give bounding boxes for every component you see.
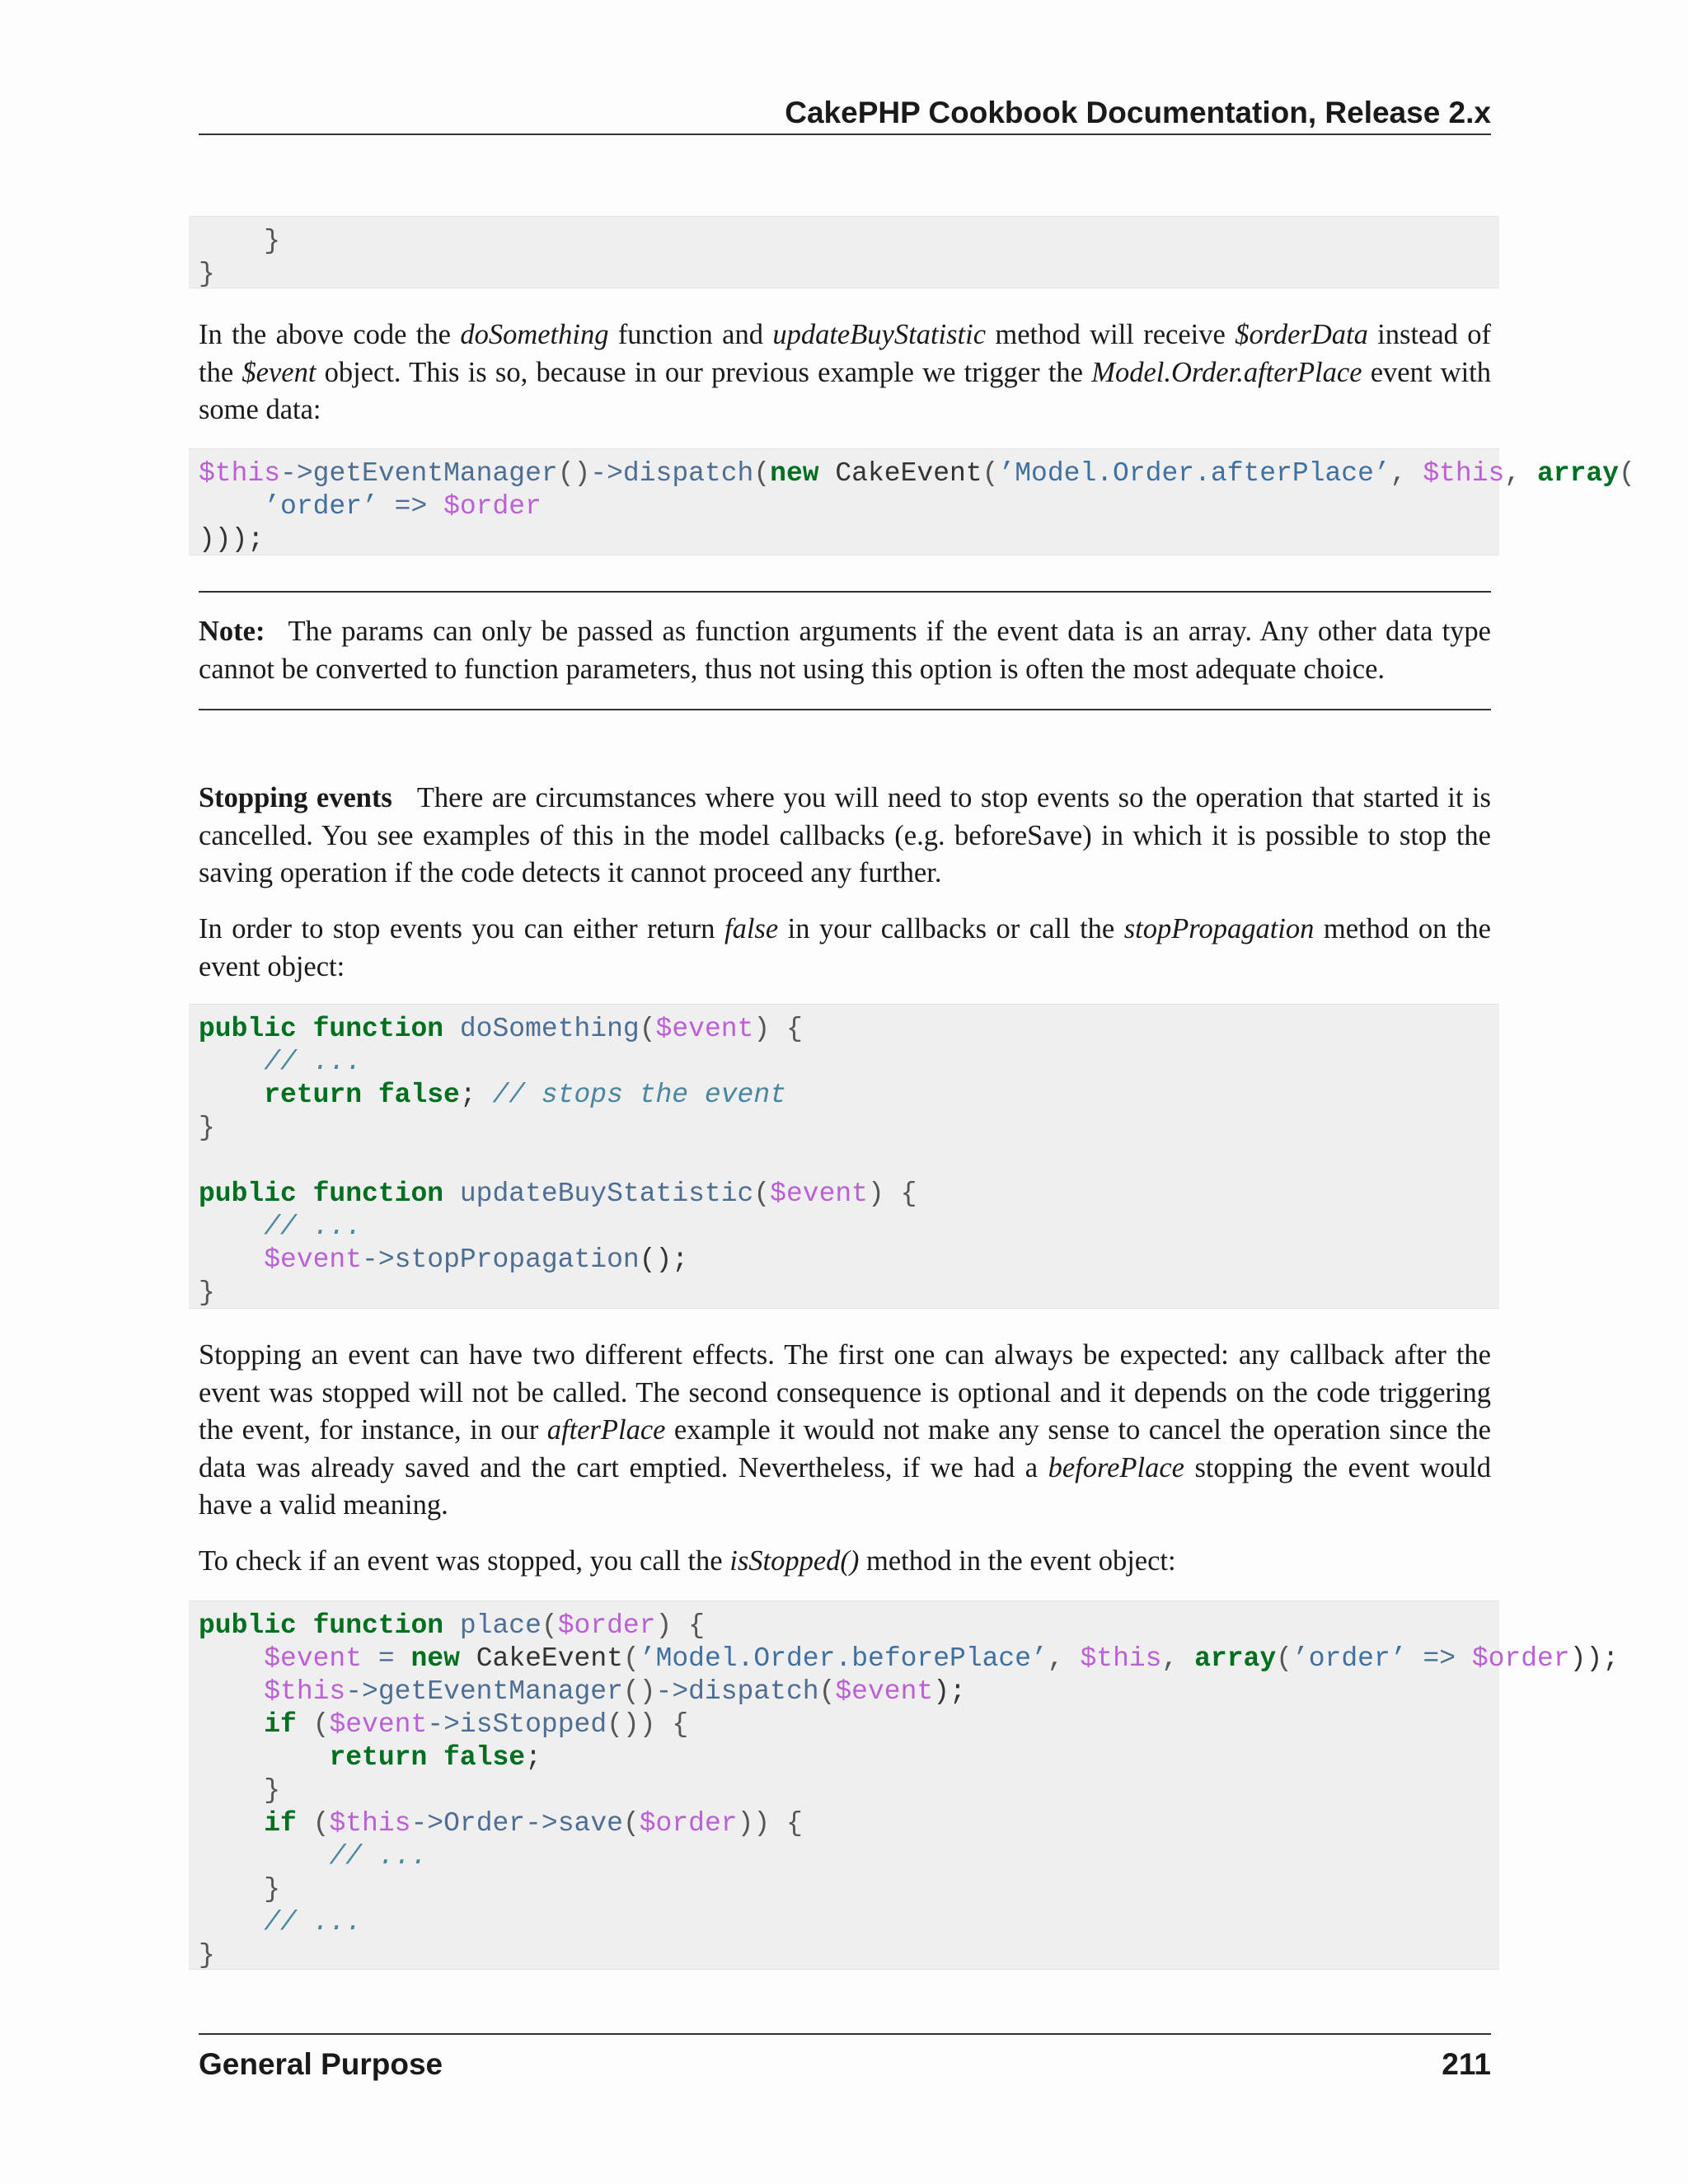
- text-run: object. This is so, because in our previous example we trigger the: [316, 356, 1092, 388]
- code-line: [199, 1774, 1499, 1807]
- text-run: in your callbacks or call the: [778, 913, 1124, 944]
- code-line: [199, 1807, 1499, 1840]
- paragraph: [199, 316, 1491, 429]
- code-line: [199, 1244, 1499, 1277]
- code-token: return false: [329, 1742, 526, 1773]
- code-token: ()) {: [607, 1709, 689, 1740]
- code-token: ) {: [753, 1014, 803, 1044]
- code-token: $order: [443, 491, 542, 522]
- code-token: [199, 1709, 264, 1740]
- code-token: (: [818, 1676, 836, 1707]
- code-token: ,: [1161, 1643, 1195, 1674]
- code-token: [427, 491, 443, 522]
- code-token: (: [541, 1610, 558, 1641]
- note-label: Note:: [199, 616, 265, 647]
- code-token: [199, 1244, 264, 1275]
- code-token: }: [264, 226, 281, 256]
- code-token: ,: [1504, 458, 1537, 489]
- code-token: ();: [639, 1244, 689, 1275]
- code-line: [199, 225, 1499, 258]
- code-line: [199, 1675, 1499, 1708]
- code-token: (: [312, 1808, 330, 1839]
- code-token: return false: [264, 1080, 460, 1110]
- code-token: updateBuyStatistic: [459, 1179, 754, 1209]
- code-line: [199, 1112, 1499, 1145]
- code-token: (: [753, 458, 771, 489]
- code-token: $this: [264, 1676, 346, 1707]
- code-token: ->dispatch: [590, 458, 754, 489]
- note-top-rule: [199, 591, 1491, 593]
- code-token: $event: [264, 1244, 363, 1275]
- code-line: [199, 1643, 1620, 1675]
- text-run: In order to stop events you can either return: [199, 913, 724, 944]
- code-token: CakeEvent: [459, 1643, 623, 1674]
- code-token: $event: [835, 1676, 934, 1707]
- code-token: doSomething: [459, 1014, 640, 1044]
- text-run: stopping the event would have a valid meaning.: [199, 1451, 1491, 1521]
- code-token: ,: [1390, 458, 1423, 489]
- text-run: In the above code the: [199, 319, 461, 350]
- code-token: [199, 226, 264, 256]
- code-line: [199, 1906, 1499, 1939]
- code-token: // ...: [329, 1841, 428, 1872]
- text-run: method in the event object:: [859, 1545, 1176, 1577]
- code-token: [199, 1907, 264, 1938]
- text-run: stopPropagation: [1123, 913, 1315, 944]
- code-token: CakeEvent: [818, 458, 982, 489]
- code-token: }: [199, 1113, 215, 1143]
- code-token: =>: [394, 491, 428, 522]
- text-run: instead of the: [199, 319, 1491, 388]
- code-token: [199, 1676, 264, 1707]
- code-line: [199, 1013, 1499, 1046]
- code-token: [443, 1610, 460, 1641]
- code-token: [199, 1874, 264, 1905]
- code-token: ;: [525, 1742, 542, 1773]
- code-line: [199, 1046, 1499, 1079]
- code-line: [199, 1840, 1499, 1873]
- code-token: [199, 1047, 264, 1077]
- header-rule: [199, 134, 1491, 135]
- code-token: // ...: [264, 1212, 363, 1242]
- text-run: $orderData: [1235, 319, 1368, 350]
- code-token: (: [622, 1808, 640, 1839]
- code-token: [199, 1080, 264, 1110]
- code-token: // ...: [264, 1047, 363, 1077]
- code-line: [199, 1741, 1499, 1774]
- paragraph: [199, 911, 1491, 986]
- code-token: [362, 1643, 378, 1674]
- code-token: if: [264, 1709, 297, 1740]
- code-token: $event: [770, 1179, 868, 1209]
- code-token: ->getEventManager: [345, 1676, 623, 1707]
- code-token: [199, 1775, 264, 1806]
- paragraph: [199, 1337, 1491, 1525]
- code-token: $this: [1080, 1643, 1162, 1674]
- code-token: $this: [199, 458, 281, 489]
- code-token: (: [1276, 1643, 1292, 1674]
- code-token: [1456, 1643, 1472, 1674]
- code-token: ) {: [655, 1610, 705, 1641]
- code-token: (: [982, 458, 999, 489]
- code-token: =: [377, 1643, 395, 1674]
- paragraph: [199, 780, 1491, 893]
- code-token: $this: [329, 1808, 411, 1839]
- code-token: }: [264, 1775, 281, 1806]
- code-block: [189, 1601, 1620, 1971]
- note-bottom-rule: [199, 709, 1491, 710]
- page-number: 211: [1442, 2047, 1491, 2081]
- code-token: public function: [199, 1014, 444, 1044]
- code-line: [199, 1277, 1499, 1310]
- code-token: ->isStopped: [427, 1709, 607, 1740]
- code-block: [189, 216, 1499, 288]
- code-block: [189, 1004, 1499, 1309]
- code-token: public function: [199, 1610, 444, 1641]
- code-token: ’order’: [264, 491, 378, 522]
- code-token: [199, 1643, 264, 1674]
- footer-rule: [199, 2033, 1491, 2035]
- code-token: ));: [1569, 1643, 1620, 1674]
- code-token: $event: [329, 1709, 428, 1740]
- text-run: $event: [241, 356, 316, 388]
- text-run: Stopping events: [199, 782, 392, 813]
- code-token: }: [199, 259, 215, 289]
- text-run: updateBuyStatistic: [772, 319, 987, 350]
- code-line: [199, 258, 1499, 291]
- code-token: $event: [264, 1643, 363, 1674]
- code-token: ’order’: [1292, 1643, 1407, 1674]
- code-token: [297, 1709, 313, 1740]
- code-token: // stops the event: [492, 1080, 786, 1110]
- code-line: [199, 1708, 1499, 1741]
- code-token: [297, 1808, 313, 1839]
- code-token: (: [753, 1179, 771, 1209]
- code-line: [199, 1145, 1499, 1178]
- code-token: $order: [557, 1610, 656, 1641]
- code-token: (): [622, 1676, 656, 1707]
- note: [199, 613, 1491, 688]
- code-token: (: [639, 1014, 656, 1044]
- code-token: }: [264, 1874, 281, 1905]
- code-line: [199, 1079, 1499, 1112]
- code-line: [199, 523, 1499, 556]
- code-token: ) {: [867, 1179, 917, 1209]
- code-token: ->getEventManager: [280, 458, 558, 489]
- code-token: $this: [1423, 458, 1505, 489]
- text-run: doSomething: [460, 319, 609, 350]
- code-token: new: [770, 458, 819, 489]
- code-line: [199, 1178, 1499, 1211]
- code-token: }: [199, 1277, 215, 1308]
- code-token: [378, 491, 395, 522]
- code-token: ->stopPropagation: [362, 1244, 640, 1275]
- code-line: [199, 1939, 1499, 1972]
- code-token: $order: [1471, 1643, 1570, 1674]
- text-run: To check if an event was stopped, you call the: [199, 1545, 730, 1577]
- code-token: )));: [199, 524, 265, 555]
- code-token: }: [199, 1940, 215, 1971]
- code-token: $event: [655, 1014, 754, 1044]
- code-token: (: [1619, 458, 1635, 489]
- text-run: Stopping an event can have two different effects. The first one can always be expected: any callback after the event was stopped will not be called. The second consequence is optional and it depends on the code triggering the event, for instance, in our: [199, 1339, 1491, 1446]
- code-line: [199, 1610, 1499, 1643]
- code-token: new: [410, 1643, 460, 1674]
- code-block: [189, 448, 1635, 555]
- code-token: place: [459, 1610, 542, 1641]
- code-token: [199, 491, 264, 522]
- code-token: [1407, 1643, 1423, 1674]
- text-run: function and: [608, 319, 773, 350]
- code-token: (): [557, 458, 591, 489]
- code-line: [199, 457, 1635, 490]
- code-line: [199, 1873, 1499, 1906]
- code-token: [199, 1808, 264, 1839]
- code-token: array: [1194, 1643, 1277, 1674]
- code-token: if: [264, 1808, 297, 1839]
- code-token: ;: [459, 1080, 493, 1110]
- code-token: array: [1536, 458, 1619, 489]
- footer-section: General Purpose: [199, 2047, 443, 2081]
- code-token: [395, 1643, 411, 1674]
- text-run: method on the event object:: [199, 913, 1491, 982]
- code-token: );: [933, 1676, 966, 1707]
- code-token: ->Order->save: [410, 1808, 623, 1839]
- code-line: [199, 490, 1499, 523]
- code-token: ,: [1047, 1643, 1081, 1674]
- text-run: method will receive: [986, 319, 1236, 350]
- code-token: // ...: [264, 1907, 363, 1938]
- code-token: $order: [639, 1808, 738, 1839]
- text-run: beforePlace: [1048, 1451, 1184, 1483]
- code-token: [443, 1014, 460, 1044]
- code-line: [199, 1211, 1499, 1244]
- code-token: =>: [1423, 1643, 1456, 1674]
- text-run: Model.Order.afterPlace: [1091, 356, 1362, 388]
- text-run: event with some data:: [199, 356, 1491, 425]
- text-run: There are circumstances where you will need to stop events so the operation that started it is cancelled. You see examples of this in the model callbacks (e.g. beforeSave) in which it is possible to stop the saving operation if the code detects it cannot proceed any further.: [199, 782, 1491, 888]
- code-token: )) {: [737, 1808, 803, 1839]
- note-text: The params can only be passed as function arguments if the event data is an array. Any other data type cannot be converted to function parameters, thus not using this option is often the most adequate choice.: [199, 616, 1491, 685]
- code-token: ’Model.Order.beforePlace’: [639, 1643, 1048, 1674]
- code-token: ’Model.Order.afterPlace’: [998, 458, 1390, 489]
- code-token: ->dispatch: [655, 1676, 819, 1707]
- code-token: [199, 1742, 329, 1773]
- paragraph: [199, 1543, 1491, 1581]
- code-token: public function: [199, 1179, 444, 1209]
- code-token: [199, 1841, 329, 1872]
- text-run: isStopped(): [729, 1545, 860, 1577]
- running-header: CakePHP Cookbook Documentation, Release 2.x: [785, 96, 1491, 129]
- code-token: (: [622, 1643, 640, 1674]
- code-token: [199, 1212, 264, 1242]
- footer: [199, 2044, 1491, 2085]
- code-token: [443, 1179, 460, 1209]
- text-run: false: [724, 913, 779, 944]
- code-token: (: [312, 1709, 330, 1740]
- text-run: afterPlace: [546, 1414, 666, 1446]
- text-run: example it would not make any sense to cancel the operation since the data was already saved and the cart emptied. Nevertheless, if we had a: [199, 1414, 1491, 1483]
